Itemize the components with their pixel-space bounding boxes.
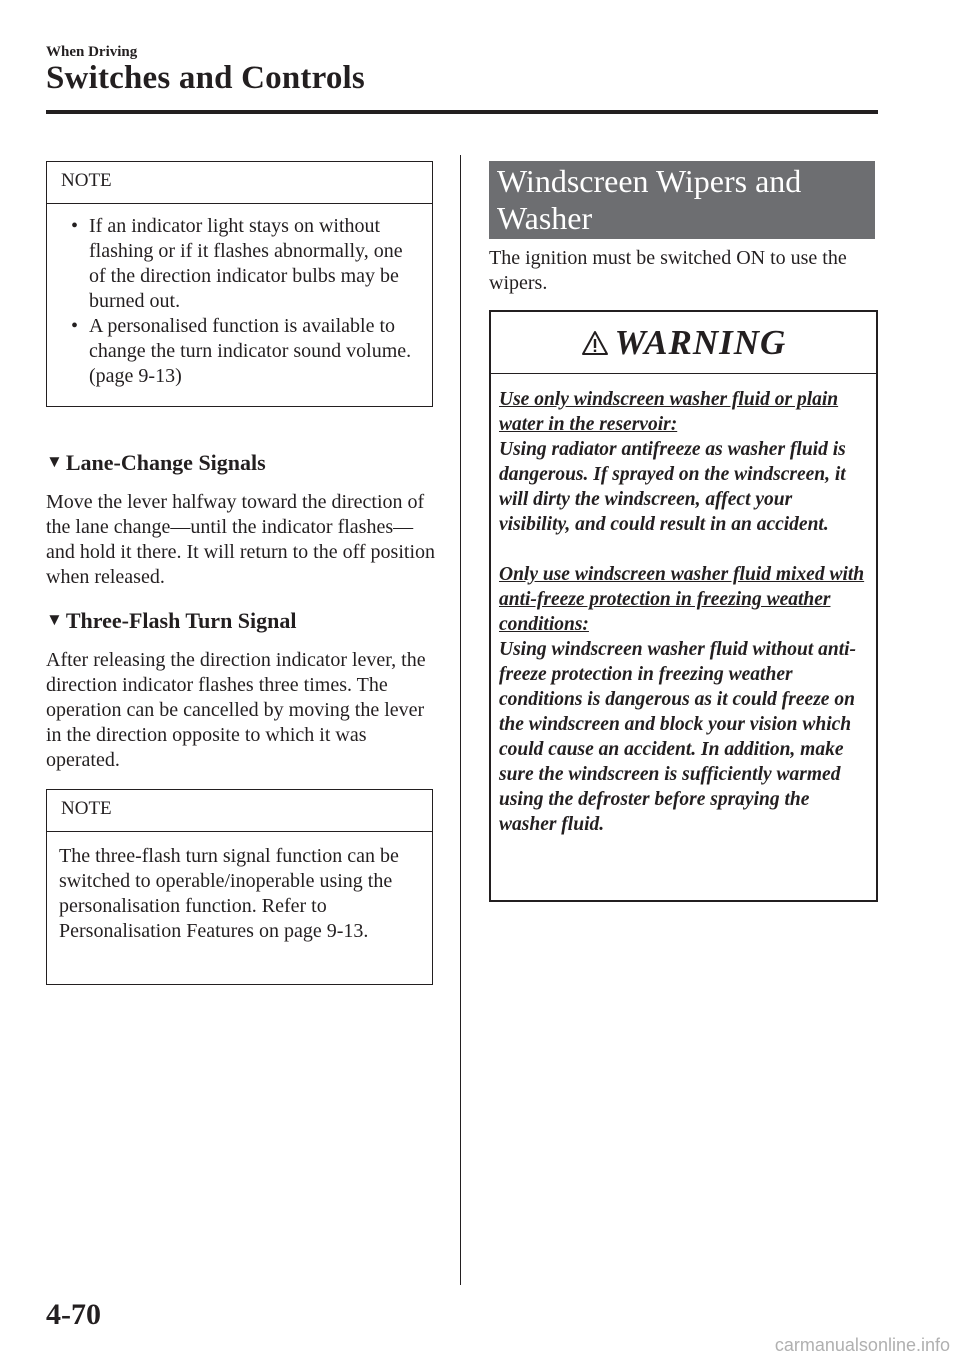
note-label: NOTE bbox=[47, 790, 432, 832]
warning-label: WARNING bbox=[614, 322, 787, 362]
three-flash-heading-text: Three-Flash Turn Signal bbox=[65, 608, 297, 633]
section-heading-wipers: Windscreen Wipers and Washer bbox=[489, 161, 875, 239]
warning-item-text: Using windscreen washer fluid without anti-freeze protection in freezing weather conditions is dangerous as it could freeze on the windscreen and block your vision which could cause an accident. In addition, make sure the windscreen is sufficiently warmed using the defroster before spraying the washer fluid. bbox=[499, 639, 857, 835]
lane-change-heading-text: Lane-Change Signals bbox=[65, 450, 266, 475]
warning-header bbox=[491, 312, 876, 374]
wipers-intro-text: The ignition must be switched ON to use the wipers. bbox=[489, 247, 847, 294]
page-number: 4-70 bbox=[46, 1298, 101, 1331]
note-box-indicator bbox=[46, 161, 433, 407]
note-text: The three-flash turn signal function can be switched to operable/inoperable using the personalisation function. Refer to Personalisation Features on page 9-13. bbox=[59, 845, 399, 942]
column-divider bbox=[460, 155, 461, 1285]
warning-item-title: Only use windscreen washer fluid mixed with anti-freeze protection in freezing weather conditions: bbox=[499, 564, 865, 635]
triangle-down-icon: ▼ bbox=[46, 610, 63, 629]
warning-item-text: Using radiator antifreeze as washer fluid is dangerous. If sprayed on the windscreen, it will dirty the windscreen, affect your visibility, and could result in an accident. bbox=[499, 439, 846, 535]
running-header-title: Switches and Controls bbox=[46, 60, 365, 96]
note-box-three-flash bbox=[46, 789, 433, 985]
note-bullet bbox=[61, 214, 422, 314]
warning-box bbox=[489, 310, 878, 902]
three-flash-heading bbox=[46, 608, 297, 634]
running-header-section: When Driving bbox=[46, 44, 138, 60]
note-bullet-text: If an indicator light stays on without flashing or if it flashes abnormally, one of the direction indicator bulbs may be burned out. bbox=[89, 215, 403, 312]
bullet-dot: • bbox=[71, 215, 79, 237]
note-body bbox=[47, 832, 432, 944]
note-body bbox=[47, 204, 432, 389]
note-bullet-text: A personalised function is available to change the turn indicator sound volume. (page 9-13) bbox=[89, 315, 412, 387]
spacer bbox=[499, 537, 868, 562]
watermark: carmanualsonline.info bbox=[774, 1335, 950, 1355]
triangle-down-icon: ▼ bbox=[46, 452, 63, 471]
lane-change-text: Move the lever halfway toward the direction of the lane change—until the indicator flashes— and hold it there. It will return to the off position when released. bbox=[46, 491, 436, 588]
warning-body bbox=[491, 374, 876, 837]
bullet-dot: • bbox=[71, 315, 79, 337]
note-label: NOTE bbox=[47, 162, 432, 204]
lane-change-heading bbox=[46, 450, 266, 476]
warning-item-title: Use only windscreen washer fluid or plain water in the reservoir: bbox=[499, 389, 839, 435]
warning-triangle-icon bbox=[581, 329, 609, 357]
three-flash-text: After releasing the direction indicator lever, the direction indicator flashes three times. The operation can be cancelled by moving the lever in the direction opposite to which it was operated. bbox=[46, 649, 426, 771]
header-rule bbox=[46, 110, 878, 114]
note-bullet bbox=[61, 314, 422, 389]
